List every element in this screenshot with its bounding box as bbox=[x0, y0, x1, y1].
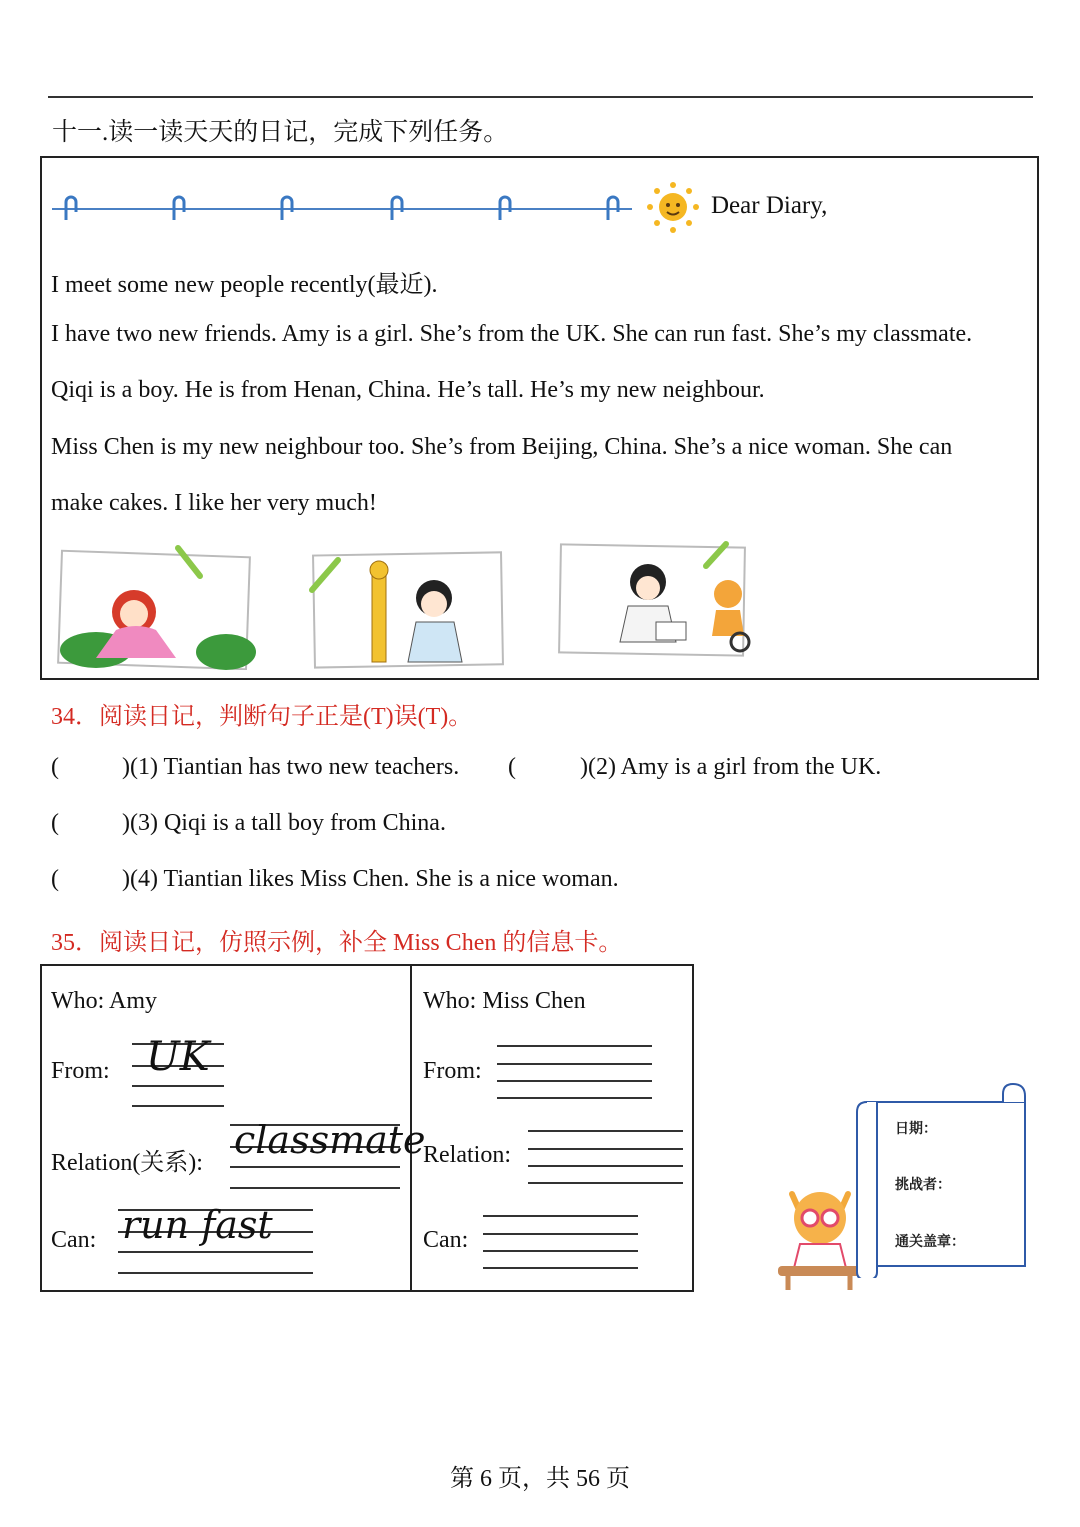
photo-amy bbox=[56, 540, 256, 670]
diary-greeting: Dear Diary, bbox=[711, 192, 828, 219]
section-title: 十一.读一读天天的日记，完成下列任务。 bbox=[52, 119, 509, 146]
diary-paragraph: make cakes. I like her very much! bbox=[51, 490, 377, 516]
ring-icon bbox=[392, 197, 402, 220]
question-34-title: 34．阅读日记，判断句子正是(T)误(T)。 bbox=[51, 704, 473, 730]
ring-icon bbox=[500, 197, 510, 220]
ring-icon bbox=[282, 197, 292, 220]
diary-paragraph: Miss Chen is my new neighbour too. She’s from Beijing, China. She’s a nice woman. She can bbox=[51, 434, 953, 460]
photo-qiqi bbox=[306, 540, 506, 670]
ring-icon bbox=[66, 197, 76, 220]
example-from-value: UK bbox=[146, 1034, 210, 1080]
diary-paragraph: I have two new friends. Amy is a girl. She’s from the UK. She can run fast. She’s my classmate. bbox=[51, 321, 973, 347]
answer-bracket[interactable]: ( bbox=[51, 866, 59, 892]
example-relation-label: Relation(关系): bbox=[51, 1150, 203, 1176]
answer-bracket[interactable]: ( bbox=[51, 810, 59, 836]
task-relation-label: Relation: bbox=[423, 1142, 511, 1168]
answer-bracket[interactable]: ( bbox=[508, 754, 516, 780]
photo-miss-chen bbox=[556, 536, 756, 666]
example-relation-value: classmate bbox=[234, 1118, 426, 1162]
question-34-item: )(3) Qiqi is a tall boy from China. bbox=[122, 810, 446, 836]
sun-icon bbox=[644, 180, 702, 234]
ring-icon bbox=[174, 197, 184, 220]
example-can-value: run fast bbox=[122, 1203, 273, 1247]
example-who: Who: Amy bbox=[51, 988, 157, 1014]
question-34-item: )(1) Tiantian has two new teachers. bbox=[122, 754, 460, 780]
stamp-challenger-label: 挑战者： bbox=[895, 1177, 951, 1193]
example-can-label: Can: bbox=[51, 1227, 97, 1253]
task-from-label: From: bbox=[423, 1058, 482, 1084]
question-34-item: )(4) Tiantian likes Miss Chen. She is a nice woman. bbox=[122, 866, 619, 892]
page-number: 第 6 页，共 56 页 bbox=[450, 1466, 630, 1492]
example-from-label: From: bbox=[51, 1058, 110, 1084]
task-who: Who: Miss Chen bbox=[423, 988, 586, 1014]
ring-icon bbox=[608, 197, 618, 220]
stamp-date-label: 日期： bbox=[895, 1121, 937, 1137]
question-35-title: 35．阅读日记，仿照示例，补全 Miss Chen 的信息卡。 bbox=[51, 930, 623, 956]
diary-paragraph: Qiqi is a boy. He is from Henan, China. He’s tall. He’s my new neighbour. bbox=[51, 377, 765, 403]
diary-paragraph: I meet some new people recently(最近). bbox=[51, 272, 438, 298]
task-can-label: Can: bbox=[423, 1227, 469, 1253]
answer-bracket[interactable]: ( bbox=[51, 754, 59, 780]
stamp-seal-label: 通关盖章： bbox=[895, 1234, 965, 1250]
notebook-rings bbox=[52, 190, 642, 230]
top-rule bbox=[48, 96, 1033, 98]
question-34-item: )(2) Amy is a girl from the UK. bbox=[580, 754, 882, 780]
